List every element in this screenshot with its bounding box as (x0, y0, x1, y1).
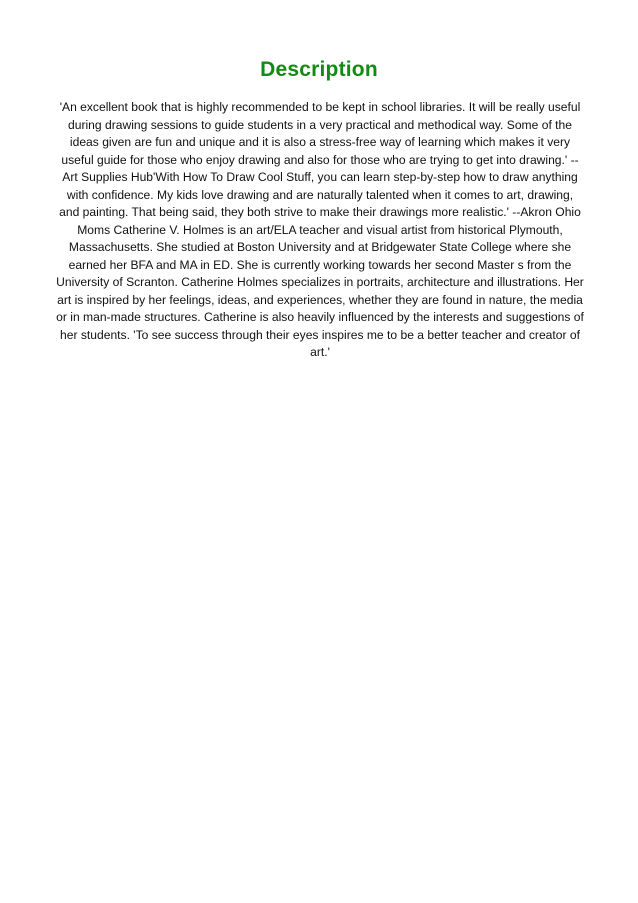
description-line: during drawing sessions to guide students in a very practical and methodical way. Some of the (68, 117, 572, 132)
description-line: art is inspired by her feelings, ideas, and experiences, whether they are found in nature, the media (57, 292, 583, 307)
description-line: art.' (310, 345, 330, 359)
description-paragraph (31, 99, 609, 362)
description-line: earned her BFA and MA in ED. She is currently working towards her second Master s from the (68, 257, 572, 272)
description-line: with confidence. My kids love drawing and are naturally talented when it comes to art, drawing, (66, 187, 574, 202)
description-line: 'An excellent book that is highly recommended to be kept in school libraries. It will be really useful (59, 100, 581, 114)
description-line: her students. 'To see success through their eyes inspires me to be a better teacher and creator of (60, 327, 580, 342)
description-line: Art Supplies Hub'With How To Draw Cool Stuff, you can learn step-by-step how to draw anything (62, 170, 578, 184)
description-line: useful guide for those who enjoy drawing and also for those who are trying to get into drawing.' -- (61, 152, 579, 167)
description-line: ideas given are fun and unique and it is also a stress-free way of learning which makes it very (69, 135, 571, 149)
description-line: Moms Catherine V. Holmes is an art/ELA teacher and visual artist from historical Plymouth, (77, 222, 563, 237)
description-line: Massachusetts. She studied at Boston University and at Bridgewater State College where she (68, 240, 572, 254)
description-line: and painting. That being said, they both strive to make their drawings more realistic.' --Akron Ohio (59, 205, 581, 219)
page-title: Description (260, 58, 378, 81)
description-line: University of Scranton. Catherine Holmes specializes in portraits, architecture and illustrations. Her (56, 275, 584, 289)
description-line: or in man-made structures. Catherine is also heavily influenced by the interests and suggestions of (56, 310, 584, 324)
